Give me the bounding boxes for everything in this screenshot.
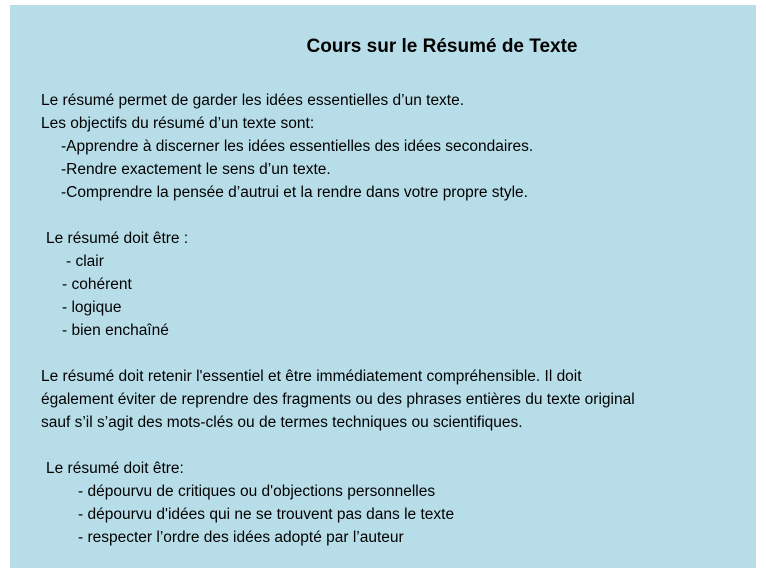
quality-item: - cohérent (62, 276, 132, 293)
rule-item: - respecter l’ordre des idées adopté par l’auteur (78, 529, 404, 546)
quality-item: - clair (66, 253, 104, 270)
quality-item: - bien enchaîné (62, 322, 169, 339)
slide-body (41, 89, 741, 549)
spacer (41, 434, 741, 457)
objective-item: -Apprendre à discerner les idées essentielles des idées secondaires. (61, 138, 534, 155)
rules-heading: Le résumé doit être: (46, 460, 184, 477)
intro-line: Les objectifs du résumé d’un texte sont: (41, 115, 315, 132)
paragraph-line: Le résumé doit retenir l'essentiel et être immédiatement compréhensible. Il doit (41, 368, 582, 385)
objective-item: -Rendre exactement le sens d’un texte. (61, 161, 331, 178)
intro-line: Le résumé permet de garder les idées essentielles d’un texte. (41, 92, 465, 109)
paragraph-line: également éviter de reprendre des fragments ou des phrases entières du texte original (41, 391, 635, 408)
quality-item: - logique (62, 299, 122, 316)
paragraph-line: sauf s’il s’agit des mots-clés ou de termes techniques ou scientifiques. (41, 414, 523, 431)
rule-item: - dépourvu de critiques ou d'objections personnelles (78, 483, 436, 500)
spacer (41, 342, 741, 365)
slide (10, 5, 756, 568)
rule-item: - dépourvu d'idées qui ne se trouvent pas dans le texte (78, 506, 455, 523)
spacer (41, 204, 741, 227)
objective-item: -Comprendre la pensée d’autrui et la rendre dans votre propre style. (61, 184, 528, 201)
qualities-heading: Le résumé doit être : (46, 230, 189, 247)
slide-title: Cours sur le Résumé de Texte (306, 36, 578, 57)
